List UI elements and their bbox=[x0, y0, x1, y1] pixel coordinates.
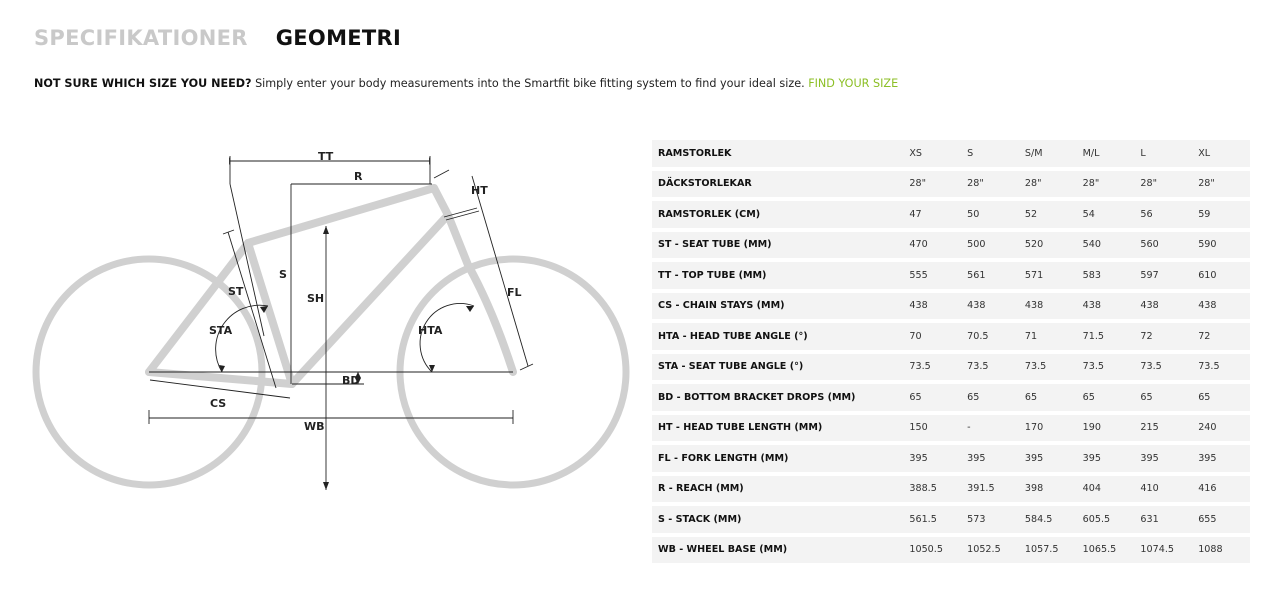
table-cell: 597 bbox=[1140, 269, 1159, 281]
table-cell: 72 bbox=[1198, 330, 1211, 342]
ht-line bbox=[434, 170, 449, 178]
size-notice-text: Simply enter your body measurements into the Smartfit bike fitting system to find your ideal size. bbox=[251, 77, 809, 90]
table-cell: 28" bbox=[1082, 178, 1100, 190]
table-cell: 395 bbox=[909, 452, 928, 464]
table-cell: 65 bbox=[1082, 391, 1095, 403]
table-cell: 150 bbox=[909, 422, 928, 434]
table-header-row bbox=[652, 140, 1250, 167]
table-row bbox=[652, 476, 1250, 503]
table-cell: 590 bbox=[1198, 239, 1217, 251]
row-label: WB - WHEEL BASE (MM) bbox=[658, 544, 788, 556]
table-cell: 215 bbox=[1140, 422, 1159, 434]
table-cell: 73.5 bbox=[1082, 361, 1105, 373]
tab-bar bbox=[34, 24, 401, 52]
row-label: CS - CHAIN STAYS (MM) bbox=[658, 300, 785, 312]
table-cell: 395 bbox=[1198, 452, 1217, 464]
table-cell: 404 bbox=[1082, 483, 1101, 495]
table-cell: 65 bbox=[967, 391, 980, 403]
table-cell: 438 bbox=[967, 300, 986, 312]
table-row bbox=[652, 354, 1250, 381]
table-cell: 438 bbox=[1140, 300, 1159, 312]
table-cell: 540 bbox=[1082, 239, 1101, 251]
table-cell: 438 bbox=[1024, 300, 1044, 312]
table-cell: 395 bbox=[1082, 452, 1101, 464]
table-cell: 388.5 bbox=[909, 483, 937, 495]
table-cell: 56 bbox=[1140, 208, 1153, 220]
table-cell: 1088 bbox=[1198, 544, 1223, 556]
label-tt: TT bbox=[318, 150, 334, 163]
table-cell: 605.5 bbox=[1082, 513, 1111, 525]
label-fl: FL bbox=[507, 286, 522, 299]
table-cell: 54 bbox=[1082, 208, 1095, 220]
table-cell: 410 bbox=[1140, 483, 1159, 495]
table-cell: 561.5 bbox=[909, 513, 937, 525]
table-cell: 500 bbox=[967, 239, 986, 251]
header-size-l: L bbox=[1140, 147, 1146, 159]
table-cell: 71.5 bbox=[1082, 330, 1105, 342]
table-row bbox=[652, 506, 1250, 533]
table-cell: 1050.5 bbox=[909, 544, 943, 556]
geometry-table bbox=[652, 136, 1250, 567]
table-cell: 52 bbox=[1024, 208, 1038, 220]
size-question: NOT SURE WHICH SIZE YOU NEED? bbox=[34, 77, 252, 90]
table-cell: 28" bbox=[1024, 178, 1042, 190]
row-label: STA - SEAT TUBE ANGLE (°) bbox=[658, 361, 804, 373]
table-cell: 65 bbox=[1024, 391, 1038, 403]
table-row bbox=[652, 262, 1250, 289]
row-label: TT - TOP TUBE (MM) bbox=[658, 269, 767, 281]
table-cell: 520 bbox=[1024, 239, 1044, 251]
row-label: RAMSTORLEK (CM) bbox=[658, 208, 761, 220]
row-label: ST - SEAT TUBE (MM) bbox=[658, 239, 772, 251]
table-cell: 655 bbox=[1198, 513, 1217, 525]
row-label: DÄCKSTORLEKAR bbox=[658, 178, 752, 190]
row-label: FL - FORK LENGTH (MM) bbox=[658, 452, 789, 464]
header-size-xs: XS bbox=[909, 147, 923, 159]
table-cell: 438 bbox=[1082, 300, 1101, 312]
table-cell: 438 bbox=[1198, 300, 1217, 312]
table-cell: 1074.5 bbox=[1140, 544, 1174, 556]
table-cell: 1065.5 bbox=[1082, 544, 1117, 556]
table-cell: 59 bbox=[1198, 208, 1211, 220]
table-row bbox=[652, 537, 1250, 564]
table-cell: 416 bbox=[1198, 483, 1217, 495]
table-cell: 70 bbox=[909, 330, 922, 342]
header-size-sm: S/M bbox=[1024, 147, 1043, 159]
table-cell: - bbox=[967, 422, 971, 434]
table-cell: 561 bbox=[967, 269, 986, 281]
table-cell: 28" bbox=[909, 178, 926, 190]
table-row bbox=[652, 415, 1250, 442]
label-s: S bbox=[279, 268, 287, 281]
table-cell: 50 bbox=[967, 208, 980, 220]
table-cell: 73.5 bbox=[1198, 361, 1220, 373]
row-label: BD - BOTTOM BRACKET DROPS (MM) bbox=[658, 391, 856, 403]
label-cs: CS bbox=[210, 397, 227, 410]
row-label: HT - HEAD TUBE LENGTH (MM) bbox=[658, 422, 823, 434]
table-cell: 610 bbox=[1198, 269, 1217, 281]
header-size-s: S bbox=[967, 147, 974, 159]
table-cell: 65 bbox=[1140, 391, 1153, 403]
bike-frame bbox=[149, 188, 513, 384]
find-your-size-link[interactable]: FIND YOUR SIZE bbox=[808, 77, 899, 90]
table-cell: 395 bbox=[1024, 452, 1044, 464]
table-row bbox=[652, 323, 1250, 350]
table-cell: 71 bbox=[1024, 330, 1038, 342]
table-row bbox=[652, 445, 1250, 472]
label-r: R bbox=[354, 170, 363, 183]
row-label: HTA - HEAD TUBE ANGLE (°) bbox=[658, 330, 808, 342]
table-cell: 190 bbox=[1082, 422, 1101, 434]
table-cell: 28" bbox=[1198, 178, 1215, 190]
table-cell: 571 bbox=[1024, 269, 1044, 281]
table-cell: 73.5 bbox=[909, 361, 931, 373]
table-cell: 631 bbox=[1140, 513, 1159, 525]
size-notice bbox=[34, 77, 898, 90]
table-cell: 240 bbox=[1198, 422, 1217, 434]
table-cell: 73.5 bbox=[1140, 361, 1162, 373]
table-cell: 72 bbox=[1140, 330, 1153, 342]
table-row bbox=[652, 293, 1250, 320]
table-cell: 470 bbox=[909, 239, 928, 251]
table-cell: 584.5 bbox=[1024, 513, 1053, 525]
tab-geometri[interactable]: GEOMETRI bbox=[275, 26, 402, 50]
table-cell: 560 bbox=[1140, 239, 1159, 251]
label-st: ST bbox=[228, 285, 244, 298]
table-row bbox=[652, 201, 1250, 228]
label-ht: HT bbox=[471, 184, 488, 197]
hta-arc bbox=[420, 303, 474, 372]
table-row bbox=[652, 384, 1250, 411]
table-cell: 395 bbox=[967, 452, 986, 464]
table-cell: 28" bbox=[967, 178, 984, 190]
table-cell: 398 bbox=[1024, 483, 1044, 495]
row-label: R - REACH (MM) bbox=[658, 483, 744, 495]
table-cell: 583 bbox=[1082, 269, 1101, 281]
table-cell: 438 bbox=[909, 300, 928, 312]
label-wb: WB bbox=[304, 420, 325, 433]
table-cell: 555 bbox=[909, 269, 928, 281]
header-size-xl: XL bbox=[1198, 147, 1211, 159]
table-cell: 65 bbox=[1198, 391, 1211, 403]
table-cell: 1052.5 bbox=[967, 544, 1001, 556]
table-cell: 391.5 bbox=[967, 483, 995, 495]
table-cell: 73.5 bbox=[967, 361, 989, 373]
tab-specifikationer[interactable]: SPECIFIKATIONER bbox=[34, 26, 248, 50]
bike-geometry-svg bbox=[28, 140, 638, 500]
label-hta: HTA bbox=[418, 324, 443, 337]
table-cell: 28" bbox=[1140, 178, 1158, 190]
table-cell: 573 bbox=[967, 513, 986, 525]
table-cell: 170 bbox=[1024, 422, 1044, 434]
table-cell: 73.5 bbox=[1024, 361, 1047, 373]
table-row bbox=[652, 171, 1250, 198]
table-cell: 70.5 bbox=[967, 330, 989, 342]
label-sta: STA bbox=[209, 324, 233, 337]
table-cell: 395 bbox=[1140, 452, 1159, 464]
header-label: RAMSTORLEK bbox=[658, 147, 732, 159]
row-label: S - STACK (MM) bbox=[658, 513, 742, 525]
table-cell: 65 bbox=[909, 391, 922, 403]
label-sh: SH bbox=[307, 292, 325, 305]
geometry-diagram bbox=[28, 140, 638, 500]
header-size-ml: M/L bbox=[1082, 147, 1100, 159]
table-row bbox=[652, 232, 1250, 259]
table-cell: 1057.5 bbox=[1024, 544, 1059, 556]
table-cell: 47 bbox=[909, 208, 922, 220]
label-bd: BD bbox=[342, 374, 360, 387]
